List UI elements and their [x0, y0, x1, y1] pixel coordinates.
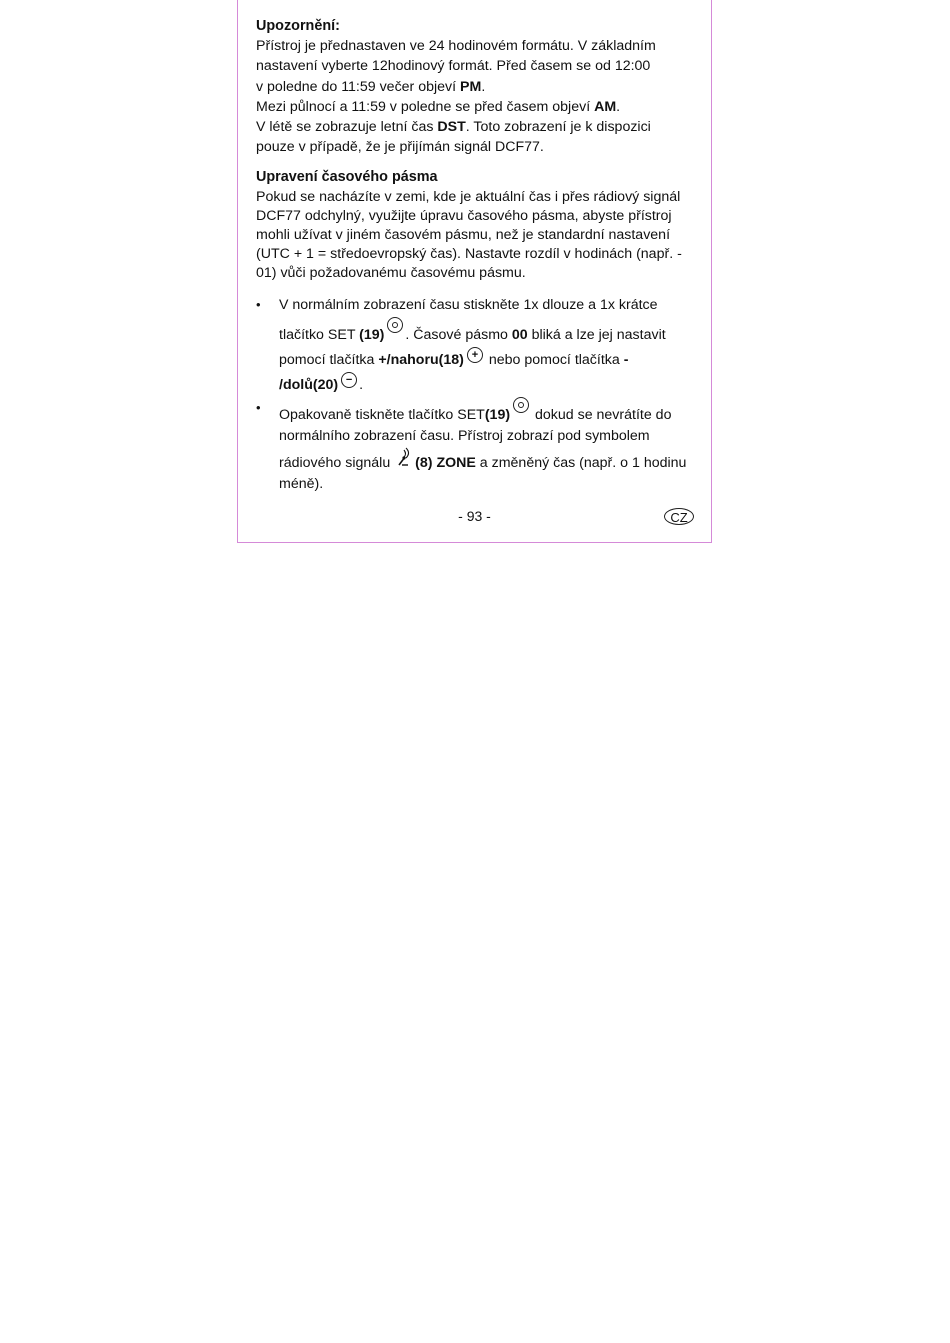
bullet-icon: •	[256, 399, 261, 415]
am-label: AM	[594, 98, 617, 115]
pm-label: PM	[460, 78, 482, 95]
bullet-icon: •	[256, 296, 261, 312]
list-item: • Opakovaně tiskněte tlačítko SET(19) dokud se nevrátíte do normálního zobrazení času. Přístroj zobrazí pod symbolem rádiového signálu (8) ZONE a změněný čas (např. o 1 hodinu méně).	[256, 397, 696, 495]
note-line: v poledne do 11:59 večer objeví PM.	[256, 78, 486, 95]
list-item: • V normálním zobrazení času stiskněte 1x dlouze a 1x krátce tlačítko SET (19) . Časové pásmo 00 bliká a lze jej nastavit pomocí tlačítka +/nahoru(18) + nebo pomocí tlačítka - /dolů(20) − .	[256, 293, 696, 397]
page-number: - 93 -	[458, 508, 491, 524]
timezone-paragraph: Pokud se nacházíte v zemi, kde je aktuální čas i přes rádiový signál DCF77 odchylný, využijte úpravu časového pásma, abyste přístroj mohli užívat v jiném časovém pásmu, než je standardní nastavení (UTC + 1 = středoevropský čas). Nastavte rozdíl v hodinách (např. - 01) vůči požadovanému časovému pásmu.	[256, 188, 682, 281]
manual-page	[237, 0, 712, 543]
set-button-icon	[387, 317, 403, 333]
set-button-icon	[513, 397, 529, 413]
country-badge: CZ	[664, 508, 694, 525]
page-content	[256, 16, 696, 495]
instruction-list	[256, 293, 696, 495]
dst-label: DST	[437, 119, 466, 136]
minus-button-icon: −	[341, 372, 357, 388]
note-line: pouze v případě, že je přijímán signál DCF77.	[256, 139, 544, 156]
note-line: V létě se zobrazuje letní čas DST. Toto zobrazení je k dispozici	[256, 119, 651, 136]
plus-button-icon: +	[467, 347, 483, 363]
timezone-heading: Upravení časového pásma	[256, 169, 438, 186]
note-line: nastavení vyberte 12hodinový formát. Před časem se od 12:00	[256, 58, 651, 75]
note-line: Mezi půlnocí a 11:59 v poledne se před časem objeví AM.	[256, 98, 621, 115]
radio-signal-icon	[397, 447, 414, 467]
note-heading: Upozornění:	[256, 18, 340, 34]
note-line: Přístroj je přednastaven ve 24 hodinovém formátu. V základním	[256, 38, 656, 55]
